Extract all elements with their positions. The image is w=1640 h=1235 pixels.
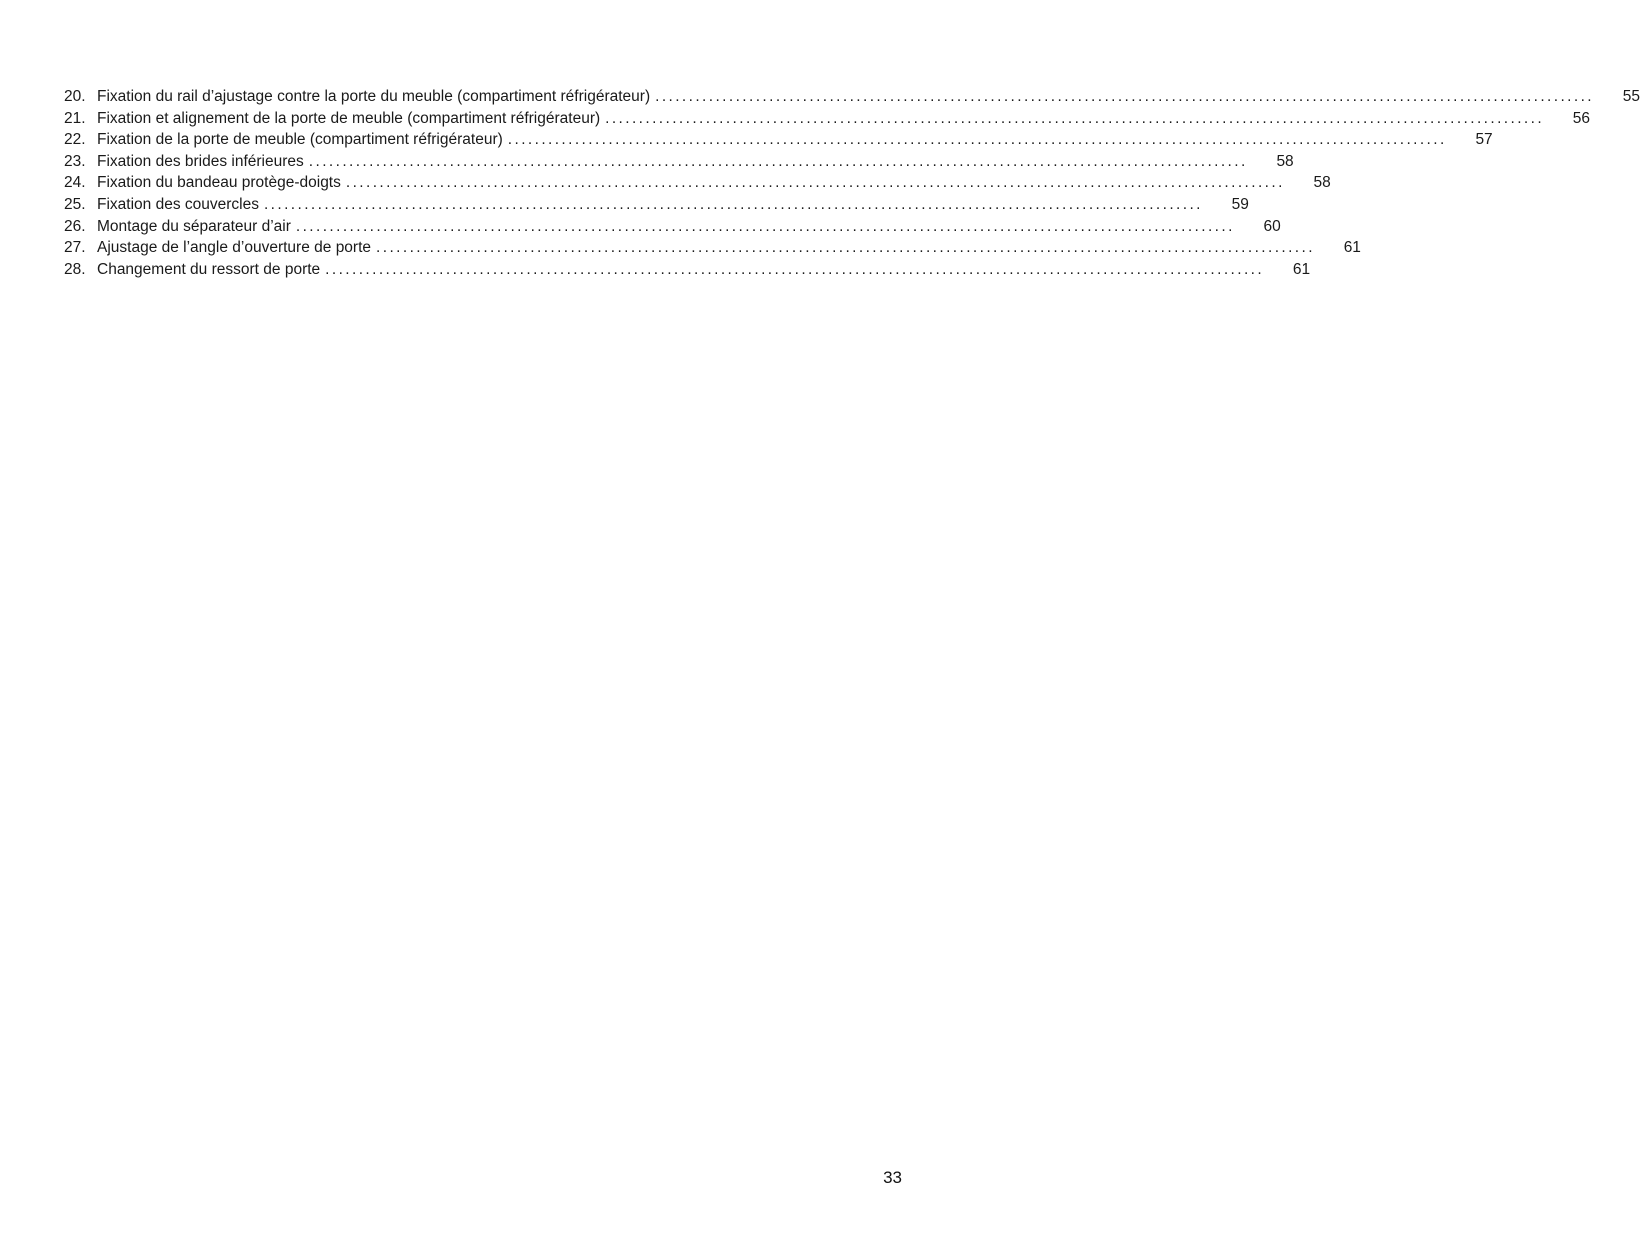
toc-entry-title: Fixation de la porte de meuble (compartiment réfrigérateur) [97, 131, 503, 149]
toc-entry-title: Montage du séparateur d’air [97, 217, 291, 235]
dot-leader: ............................................................................................................................................ [507, 131, 1447, 149]
toc-entry-23[interactable] [64, 151, 1294, 173]
table-of-contents [64, 86, 1640, 280]
toc-entry-21[interactable] [64, 108, 1591, 130]
dot-leader: ............................................................................................................................................ [325, 260, 1265, 278]
toc-entry-number: 27. [64, 239, 86, 257]
toc-entry-title: Fixation du rail d’ajustage contre la porte du meuble (compartiment réfrigérateur) [97, 88, 651, 105]
dot-leader: ............................................................................................................................................ [295, 217, 1235, 235]
toc-entry-26[interactable] [64, 216, 1281, 238]
toc-entry-page: 58 [1313, 174, 1331, 192]
toc-entry-title: Fixation et alignement de la porte de meuble (compartiment réfrigérateur) [97, 109, 601, 127]
toc-entry-22[interactable] [64, 129, 1493, 151]
toc-entry-page: 58 [1276, 152, 1294, 170]
toc-entry-number: 24. [64, 174, 86, 192]
dot-leader: ............................................................................................................................................ [308, 152, 1248, 170]
toc-entry-title: Fixation des couvercles [97, 195, 259, 213]
dot-leader: ............................................................................................................................................ [605, 109, 1545, 127]
toc-entry-20[interactable] [64, 86, 1640, 108]
dot-leader: ............................................................................................................................................ [263, 195, 1203, 213]
toc-entry-number: 22. [64, 131, 86, 149]
toc-entry-page: 57 [1475, 131, 1493, 149]
toc-entry-28[interactable] [64, 259, 1311, 281]
toc-entry-number: 20. [64, 88, 86, 105]
toc-entry-page: 61 [1343, 239, 1361, 257]
toc-entry-title: Ajustage de l’angle d’ouverture de porte [97, 239, 372, 257]
dot-leader: ............................................................................................................................................ [655, 88, 1595, 105]
toc-entry-page: 59 [1231, 195, 1249, 213]
toc-entry-page: 60 [1263, 217, 1281, 235]
toc-entry-25[interactable] [64, 194, 1249, 216]
toc-entry-page: 61 [1292, 260, 1311, 278]
toc-entry-number: 23. [64, 152, 86, 170]
toc-entry-24[interactable] [64, 172, 1331, 194]
dot-leader: ............................................................................................................................................ [345, 174, 1285, 192]
toc-entry-27[interactable] [64, 237, 1361, 259]
toc-entry-number: 21. [64, 109, 86, 127]
toc-entry-number: 25. [64, 195, 86, 213]
page-number: 33 [883, 1168, 902, 1187]
toc-entry-number: 28. [64, 260, 86, 278]
toc-entry-title: Fixation du bandeau protège-doigts [97, 174, 341, 192]
toc-entry-title: Fixation des brides inférieures [97, 152, 304, 170]
dot-leader: ............................................................................................................................................ [376, 239, 1315, 257]
toc-entry-number: 26. [64, 217, 86, 235]
toc-entry-page: 56 [1572, 109, 1591, 127]
toc-entry-title: Changement du ressort de porte [97, 260, 321, 278]
toc-entry-page: 55 [1622, 88, 1640, 105]
